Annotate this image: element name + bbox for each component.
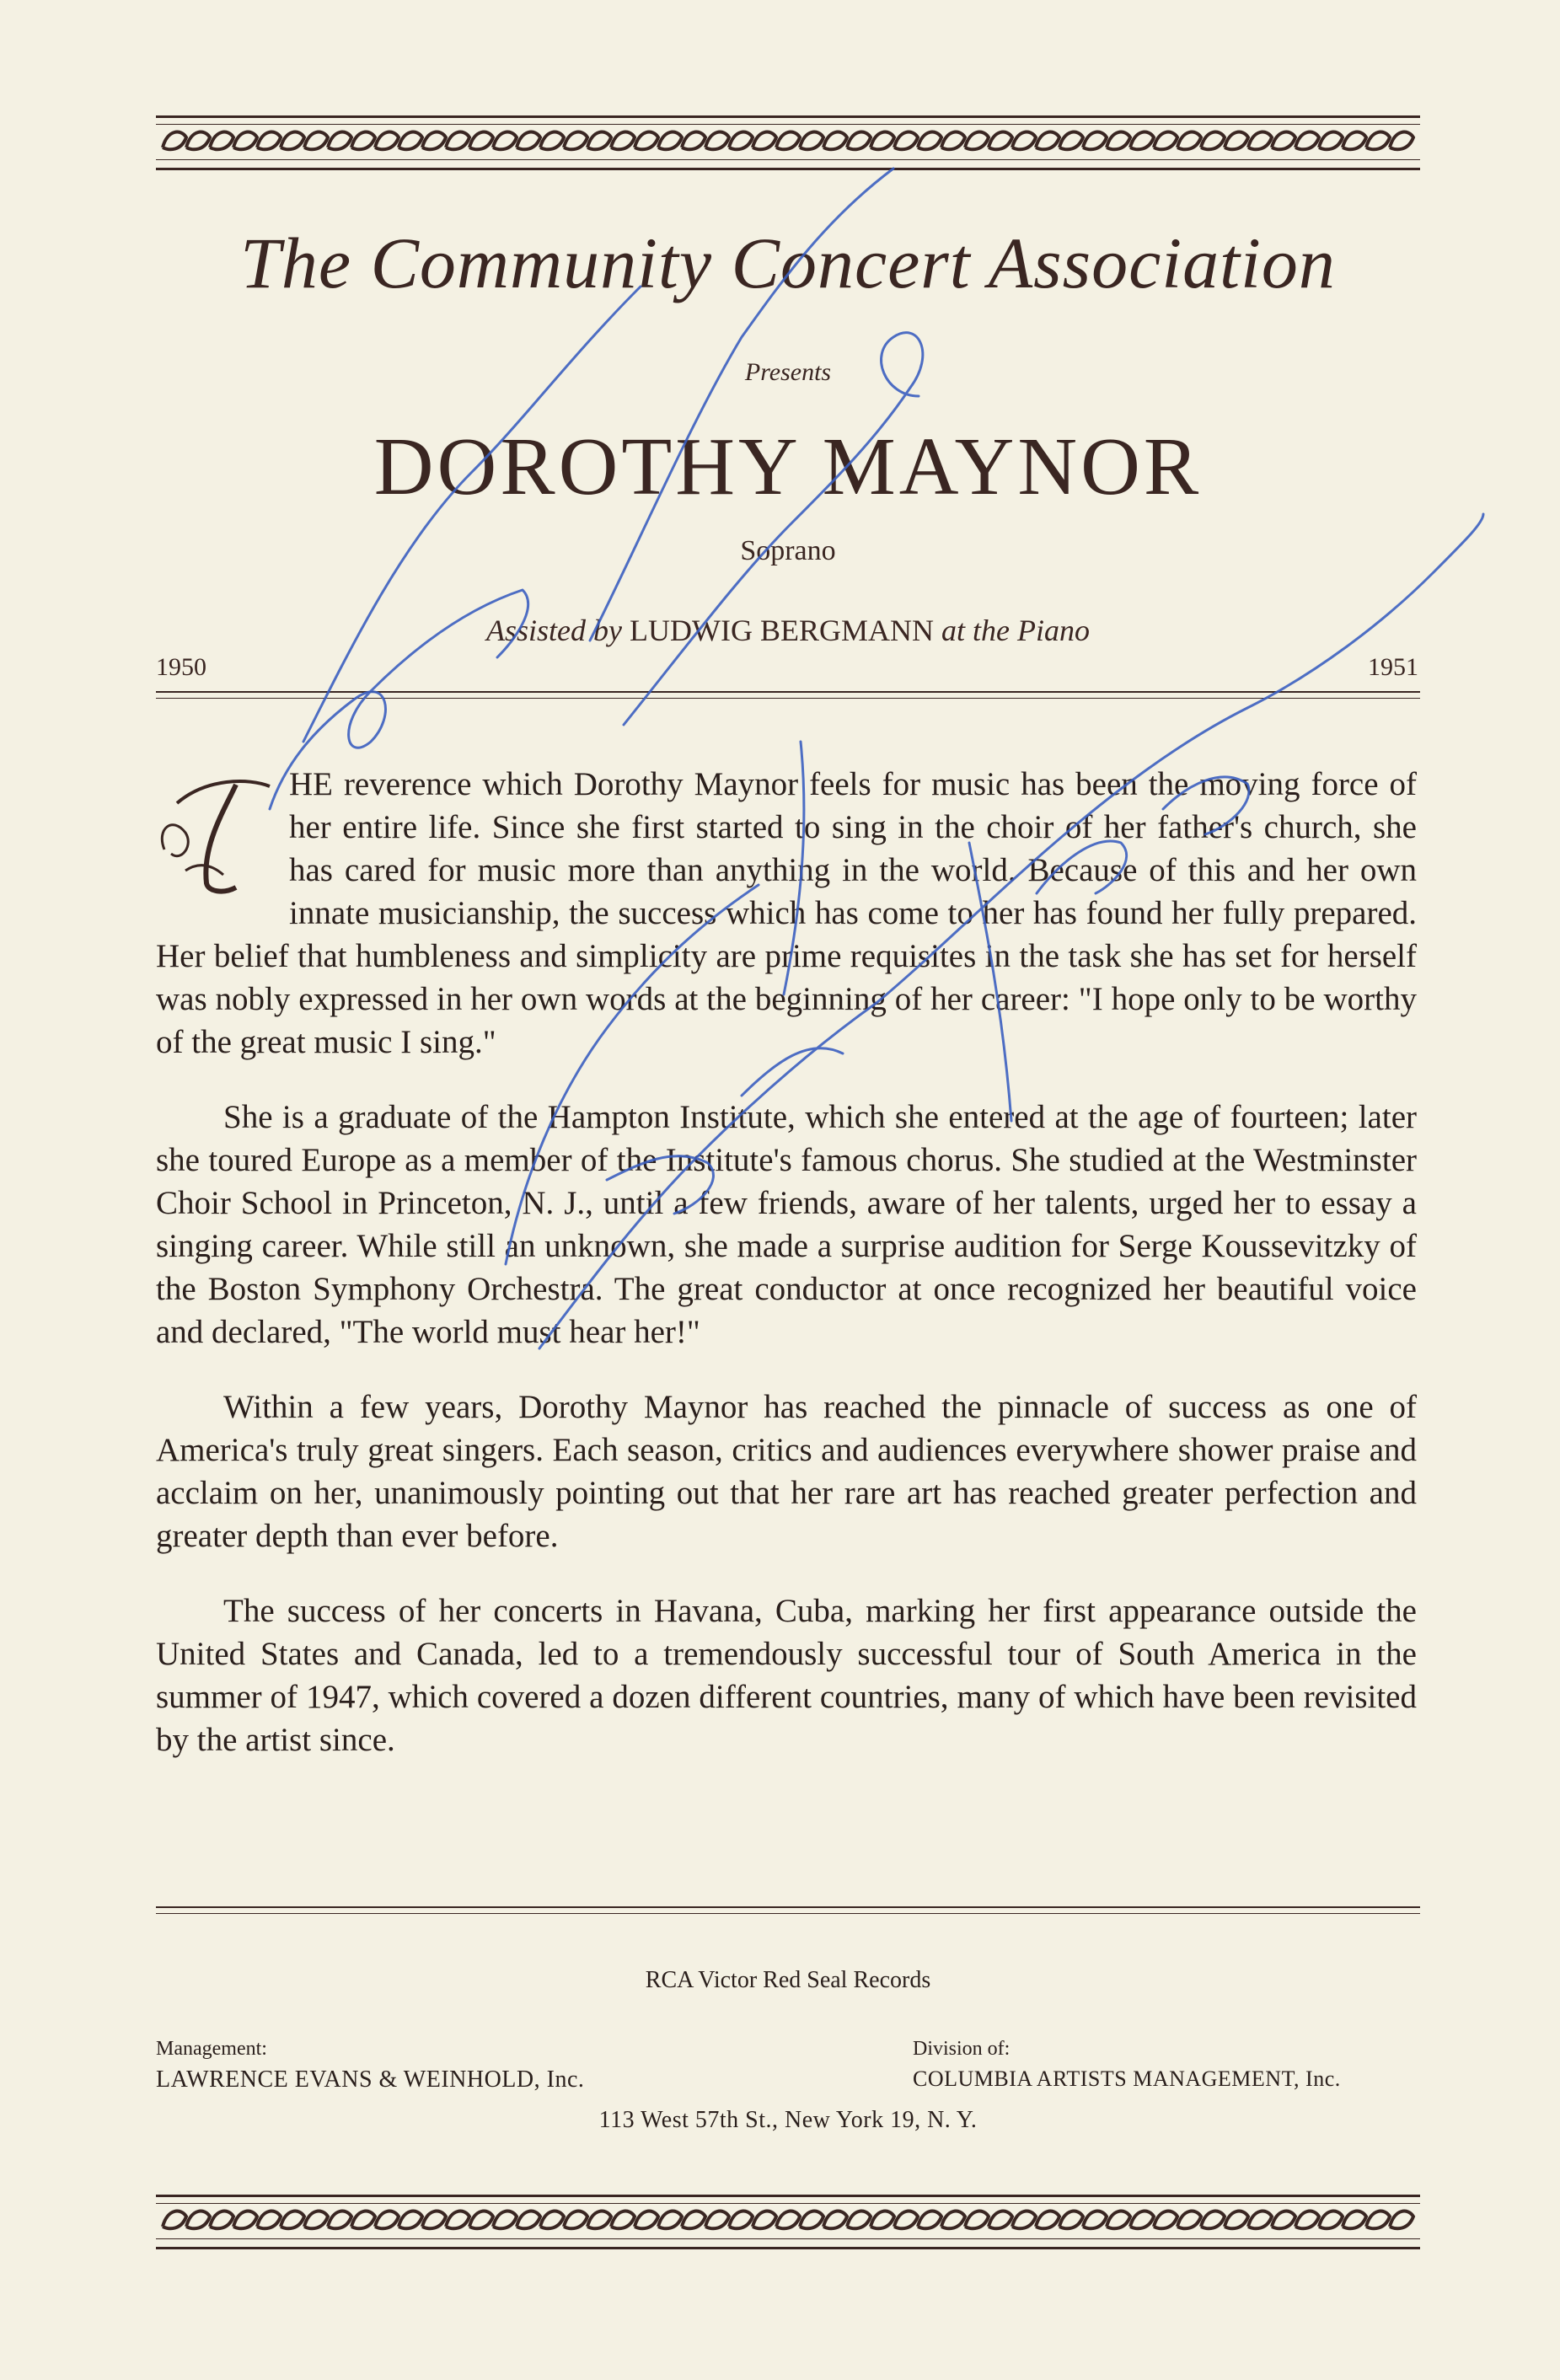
biography [156, 763, 1417, 1793]
top-ornamental-border [156, 112, 1420, 171]
paragraph-3: Within a few years, Dorothy Maynor has reached the pinnacle of success as one of America's truly great singers. Each season, critics and audiences everywhere shower praise and acclaim on her, unanimously pointing out that her rare art has reached greater perfection and greater depth than ever before. [156, 1389, 1417, 1554]
address: 113 West 57th St., New York 19, N. Y. [598, 2107, 978, 2133]
artist-name: DOROTHY MAYNOR [373, 421, 1203, 512]
assisted-prefix: Assisted by [486, 614, 623, 647]
header-rule [156, 691, 1420, 693]
assisted-suffix: at the Piano [941, 614, 1090, 647]
records-label: RCA Victor Red Seal Records [645, 1967, 931, 1993]
season-end-year: 1951 [1368, 653, 1418, 681]
organization-title: The Community Concert Association [240, 222, 1336, 303]
dropcap [156, 769, 274, 896]
management-name: LAWRENCE EVANS & WEINHOLD, Inc. [156, 2066, 585, 2093]
division-name: COLUMBIA ARTISTS MANAGEMENT, Inc. [913, 2066, 1341, 2091]
paragraph-2: She is a graduate of the Hampton Institute, which she entered at the age of fourteen; later she toured Europe as a member of the Institute's famous chorus. She studied at the Westminster Choir School in Princeton, N. J., until a few friends, aware of her talents, urged her to essay a singing career. While still an unknown, she made a surprise audition for Serge Koussevitzky of the Boston Symphony Orchestra. The great conductor at once recognized her beautiful voice and declared, "The world must hear her!" [156, 1099, 1417, 1350]
header-rule-thin [156, 698, 1420, 699]
paragraph-1-text: HE reverence which Dorothy Maynor feels for music has been the moving force of her entire life. Since she first started to sing in the choir of her father's church, she has cared for music more than anything in the world. Because of this and her own innate musicianship, the success which has come to her has found her fully prepared. Her belief that humbleness and simplicity are prime requisites in the task she has set for herself was nobly expressed in her own words at the beginning of her career: "I hope only to be worthy of the great music I sing." [156, 766, 1417, 1060]
division-label: Division of: [913, 2038, 1011, 2060]
paragraph-4: The success of her concerts in Havana, Cuba, marking her first appearance outside the United States and Canada, led to a tremendously successful tour of South America in the summer of 1947, which covered a dozen different countries, many of which have been revisited by the artist since. [156, 1593, 1417, 1758]
bottom-ornamental-border [156, 2191, 1420, 2250]
accompanist-name: LUDWIG BERGMANN [630, 614, 934, 647]
dropcap-flourish-icon [156, 769, 274, 896]
management-label: Management: [156, 2038, 267, 2060]
paragraph-1 [156, 763, 1417, 1064]
footer-rule [156, 1906, 1420, 1908]
presents-label: Presents [744, 358, 832, 386]
footer-rule-thin [156, 1913, 1420, 1914]
season-start-year: 1950 [156, 653, 206, 681]
accompanist-line [156, 613, 1420, 648]
voice-type: Soprano [740, 535, 836, 566]
